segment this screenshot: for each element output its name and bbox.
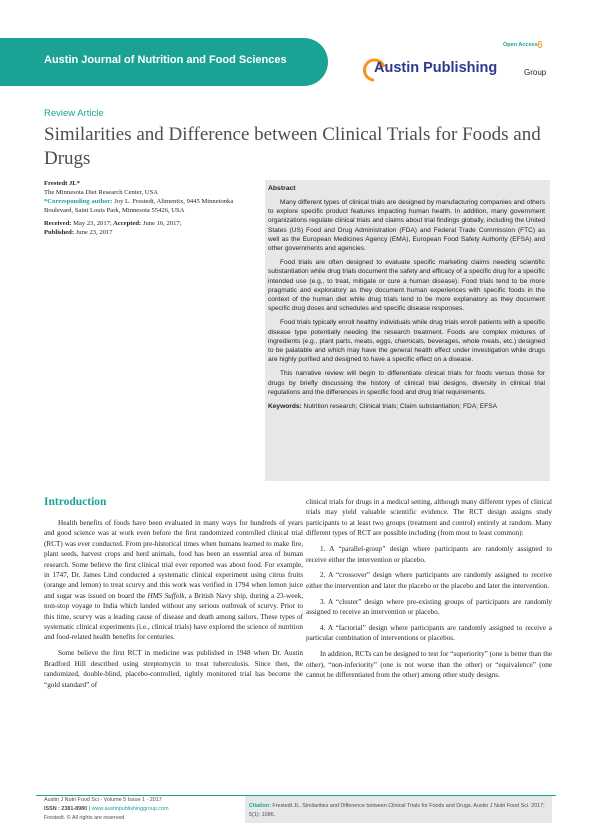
- abstract-paragraph: Food trials are often designed to evaluate specific marketing claims needing scientific substantiation while drug trials document the safety and efficacy of a specific drug for a specific intended use (e.g., to treat, mitigate or cure a human disease). Food trials tend to be more pragmatic and exploratory as they document human experiences with specific foods in the context of the human diet while drug trials tend to be more explanatory as they document specific drug doses and schedules and specific disease responses.: [268, 259, 545, 313]
- footer-info: [44, 796, 240, 823]
- open-access-lock-icon: [537, 41, 543, 48]
- body-paragraph: Some believe the first RCT in medicine was published in 1948 when Dr. Austin Bradford Hill described using streptomycin to treat tuberculosis. Since then, the randomized, double-blind, placebo-controlled, tightly monitored trial has become the “gold standard” of: [44, 649, 303, 689]
- keywords-text: Nutrition research; Clinical trials; Claim substantiation; FDA; EFSA: [301, 403, 498, 411]
- abstract-heading: Abstract: [268, 185, 296, 192]
- abstract-paragraph: This narrative review will begin to differentiate clinical trials for foods versus those for drugs by briefly discussing the history of clinical trial designs, diversity in clinical trial regulations and the differences in specific food and drug trial requirements.: [268, 370, 545, 396]
- article-title: Similarities and Difference between Clinical Trials for Foods and Drugs: [44, 124, 541, 169]
- author-affiliation: The Minnesota Diet Research Center, USA: [44, 189, 158, 196]
- received-date: May 23, 2017;: [71, 220, 112, 227]
- corresponding-text: Joy L. Frestedt, Alimentix, 9445 Minnetonka Boulevard, Saint Louis Park, Minnesota 55426, USA: [44, 198, 234, 214]
- accepted-date: June 16, 2017;: [141, 220, 182, 227]
- abstract-text: [268, 198, 545, 411]
- footer-issn-line: [44, 805, 240, 814]
- dates: [44, 219, 244, 237]
- column-right: [306, 497, 552, 686]
- body-paragraph: [44, 518, 303, 643]
- accepted-label: Accepted:: [111, 220, 142, 227]
- body-text: Health benefits of foods have been evaluated in many ways for hundreds of years and good science was at work even before the first randomized controlled clinical trial (RCT) was ever conducted. From pre-historical times when humans learned to make fire, plant seeds, harvest crops and herd animals, food has been an essential area of human research. Some believe the first clinical trial ever reported was about food. For example, in 1747, Dr. James Lind conducted a systematic clinical experiment using citrus fruits (orange and lemon) to treat scurvy and this work was verified in 1794 when lemon juice and sugar was issued on board the: [44, 519, 303, 600]
- article-type: Review Article: [44, 108, 104, 119]
- received-label: Received:: [44, 220, 72, 227]
- body-paragraph: In addition, RCTs can be designed to test for “superiority” (one is better than the other), “non-inferiority” (one is not worse than the other) or “equivalence” (one cannot be differentiated from the other) among other study designs.: [306, 650, 552, 680]
- citation-box: [245, 796, 552, 823]
- journal-title: Austin Journal of Nutrition and Food Sciences: [44, 54, 287, 66]
- author-block: [44, 179, 244, 237]
- footer-rights: Frestedt. © All rights are reserved: [44, 815, 125, 821]
- issn: ISSN : 2381-8980: [44, 806, 88, 812]
- abstract-paragraph: Food trials typically enroll healthy individuals while drug trials enroll patients with a specific disease type potentially needing the research treatment. Foods are complex mixtures of ingredients (e.g., plant parts, meats, eggs, chemicals, beverages, whole meals, etc.) designed to be palatable and which may have the general health effect under investigation while drugs are highly purified and designed to have a specific effect on a disease.: [268, 319, 545, 364]
- open-access-label: Open Access: [503, 42, 538, 48]
- corresponding-label: *Corresponding author:: [44, 198, 113, 205]
- citation-label: Citation:: [249, 803, 271, 809]
- ship-name: HMS Suffolk: [147, 591, 185, 600]
- footer-volume: Austin J Nutri Food Sci - Volume 5 Issue 1 - 2017: [44, 797, 162, 803]
- column-left: [44, 518, 303, 696]
- abstract-paragraph: Many different types of clinical trials are designed by manufacturing companies and others to explore specific product features impacting human health. In addition, many government organizations regulate clinical trials and claims about trial findings globally, including the United States (US) Food and Drug Administration (FDA) and Federal Trade Commission (FTC) as well as the European Medicines Agency (EMA), European Food Safety Authority (EFSA) and other governments and agencies.: [268, 199, 545, 253]
- keywords-label: Keywords:: [268, 403, 302, 411]
- publisher-group: Group: [524, 68, 547, 77]
- list-item: 1. A “parallel-group” design where participants are randomly assigned to receive either the intervention or placebo.: [306, 545, 552, 564]
- published-label: Published:: [44, 229, 75, 236]
- publisher-name: Austin Publishing: [374, 60, 498, 76]
- list-item: 4. A “factorial” design where participants are randomly assigned to receive a particular combination of interventions or placebos.: [306, 624, 552, 643]
- separator: |: [87, 806, 92, 812]
- website-link[interactable]: www.austinpublishinggroup.com: [91, 806, 169, 812]
- list-item: 3. A “cluster” design where pre-existing groups of participants are randomly assigned to receive an intervention or placebo.: [306, 597, 552, 617]
- body-text: , a British Navy ship, during a 23-week, non-stop voyage to India which landed without any serious outbreak of scurvy. Prior to this time, scurvy was a leading cause of disease and death among sailors. These types of systematic clinical experiments (i.e., clinical trials) have explored the science of nutrition and food-related health benefits for centuries.: [44, 591, 303, 642]
- corresponding-author: [44, 197, 244, 215]
- published-date: June 23, 2017: [74, 229, 113, 236]
- list-item: 2. A “crossover” design where participants are randomly assigned to receive either the intervention and later the placebo or the placebo and later the intervention.: [306, 571, 552, 590]
- author-name: Frestedt JL*: [44, 180, 80, 187]
- body-paragraph: clinical trials for drugs in a medical setting, although many different types of clinical trials may yield valuable scientific evidence. The RCT design assigns study participants to at least two groups (treatment and control) entirely at random. Many different types of RCT are possible including (from most to least common):: [306, 498, 552, 538]
- citation-text: Frestedt JL. Similarities and Difference between Clinical Trials for Foods and Drugs. Austin J Nutri Food Sci. 2017; 5(1): 1086.: [249, 803, 545, 818]
- section-heading-introduction: Introduction: [44, 496, 107, 508]
- keywords: [268, 402, 545, 411]
